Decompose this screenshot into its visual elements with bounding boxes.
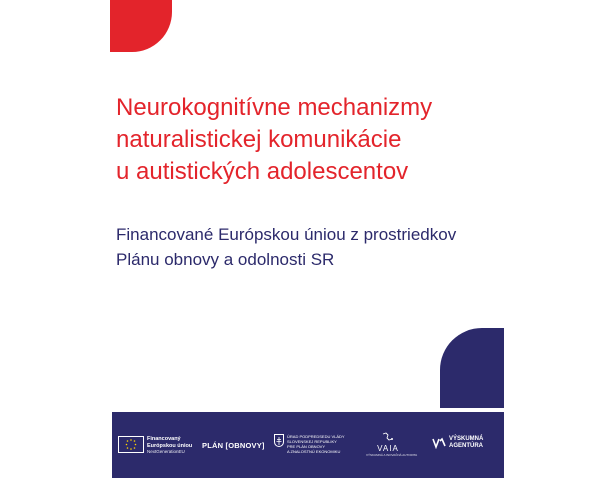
vaia-wordmark: VAIA: [377, 444, 399, 453]
va-line: AGENTÚRA: [449, 443, 483, 449]
vaia-subtext: VÝSKUMNÁ A INOVAČNÁ AUTORITA: [366, 453, 418, 457]
title-line: Neurokognitívne mechanizmy: [116, 94, 433, 121]
uppvii-logo-text: [287, 434, 345, 454]
va-line: VÝSKUMNÁ: [449, 436, 484, 442]
plan-obnovy-logo: PLÁN [OBNOVY]: [202, 441, 265, 450]
uppvii-line: SLOVENSKEJ REPUBLIKY: [287, 439, 337, 444]
va-mark-icon: [432, 437, 446, 449]
subtitle-line: Plánu obnovy a odolnosti SR: [116, 250, 335, 269]
funding-statement: [116, 222, 536, 272]
eu-logo-text: [147, 436, 192, 456]
vaia-mark-icon: [366, 432, 410, 444]
eu-logo-line: NextGenerationEU: [147, 449, 185, 454]
uppvii-line: ÚRAD PODPREDSEDU VLÁDY: [287, 434, 345, 439]
va-logo-text: [449, 436, 483, 450]
uppvii-line: A ZNALOSTNÚ EKONOMIKU: [287, 449, 341, 454]
title-line: u autistických adolescentov: [116, 158, 409, 185]
subtitle-line: Financované Európskou úniou z prostriedkov: [116, 225, 457, 244]
eu-logo-line: Európskou úniou: [147, 442, 193, 449]
title-line: naturalistickej komunikácie: [116, 126, 402, 153]
uppvii-logo: [274, 434, 345, 454]
vyskumna-agentura-logo: [432, 436, 483, 450]
red-corner-shape: [110, 0, 172, 52]
slovak-crest-icon: [274, 434, 284, 447]
logo-footer-bar: [112, 412, 504, 478]
navy-corner-shape: [440, 328, 504, 408]
eu-logo-line: Financovaný: [147, 436, 181, 442]
document-title: [116, 92, 516, 188]
vaia-logo: [366, 432, 418, 462]
uppvii-line: PRE PLÁN OBNOVY: [287, 444, 326, 449]
eu-funding-logo: [118, 436, 192, 456]
eu-flag-icon: [118, 436, 144, 453]
